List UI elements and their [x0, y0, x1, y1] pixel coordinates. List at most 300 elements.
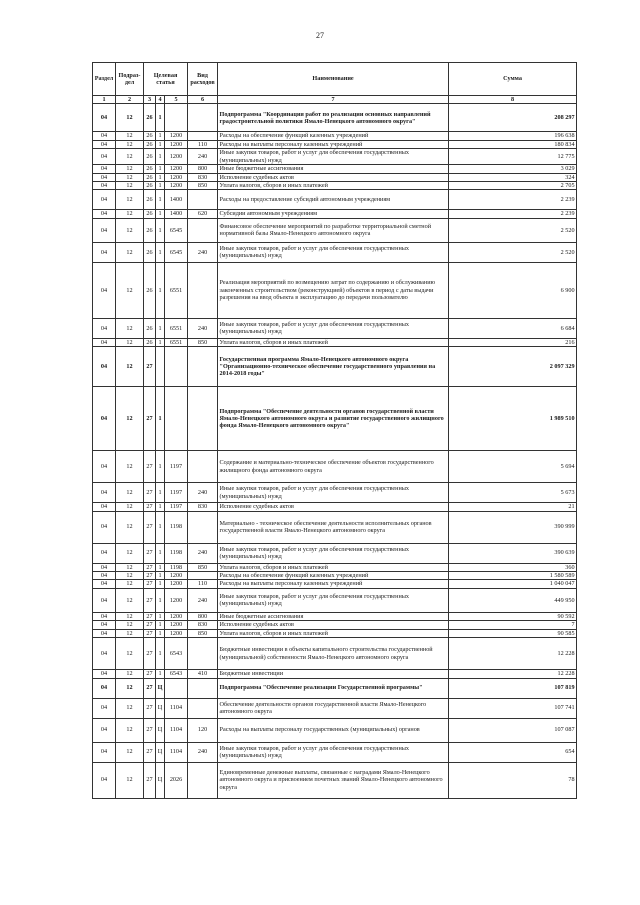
razdel-cell: 04 [93, 621, 116, 629]
amount-cell: 2 520 [449, 242, 577, 262]
expense-type-cell [188, 132, 218, 140]
table-row [93, 718, 577, 742]
razdel-cell: 04 [93, 572, 116, 580]
direction-code-cell: 6551 [165, 338, 188, 346]
subprogram-code-cell: 1 [156, 190, 165, 210]
program-code-cell: 26 [144, 165, 156, 173]
direction-code-cell: 1198 [165, 563, 188, 571]
amount-cell: 12 228 [449, 638, 577, 670]
expense-type-cell: 240 [188, 149, 218, 165]
table-row [93, 165, 577, 173]
table-row [93, 588, 577, 612]
name-cell: Уплата налогов, сборов и иных платежей [218, 629, 449, 637]
razdel-cell: 04 [93, 262, 116, 318]
razdel-cell: 04 [93, 742, 116, 762]
name-cell: Подпрограмма "Координация работ по реализации основных направлений градостроительной политики Ямало-Ненецкого автономного округа" [218, 104, 449, 132]
program-code-cell: 26 [144, 132, 156, 140]
expense-type-cell [188, 262, 218, 318]
table-row [93, 173, 577, 181]
amount-cell: 107 819 [449, 678, 577, 698]
program-code-cell: 27 [144, 483, 156, 503]
expense-type-cell: 800 [188, 165, 218, 173]
amount-cell: 107 741 [449, 698, 577, 718]
subprogram-code-cell: 1 [156, 629, 165, 637]
razdel-cell: 04 [93, 173, 116, 181]
razdel-cell: 04 [93, 503, 116, 511]
razdel-cell: 04 [93, 563, 116, 571]
razdel-cell: 04 [93, 149, 116, 165]
subprogram-code-cell: 1 [156, 182, 165, 190]
direction-code-cell: 1400 [165, 210, 188, 218]
table-row [93, 612, 577, 620]
podrazdel-cell: 12 [116, 318, 144, 338]
expense-type-cell: 120 [188, 718, 218, 742]
razdel-cell: 04 [93, 242, 116, 262]
amount-cell: 360 [449, 563, 577, 571]
amount-cell: 3 029 [449, 165, 577, 173]
podrazdel-cell: 12 [116, 149, 144, 165]
program-code-cell: 27 [144, 563, 156, 571]
expense-type-cell: 850 [188, 629, 218, 637]
podrazdel-cell: 12 [116, 387, 144, 451]
amount-cell: 2 097 329 [449, 347, 577, 387]
podrazdel-cell: 12 [116, 572, 144, 580]
name-cell: Расходы на предоставление субсидий автономным учреждениям [218, 190, 449, 210]
name-cell: Исполнение судебных актов [218, 621, 449, 629]
razdel-cell: 04 [93, 338, 116, 346]
table-row [93, 149, 577, 165]
razdel-cell: 04 [93, 629, 116, 637]
subprogram-code-cell: 1 [156, 638, 165, 670]
podrazdel-cell: 12 [116, 182, 144, 190]
direction-code-cell: 1198 [165, 543, 188, 563]
subprogram-code-cell: Ц [156, 698, 165, 718]
subprogram-code-cell: 1 [156, 338, 165, 346]
program-code-cell: 27 [144, 543, 156, 563]
razdel-cell: 04 [93, 132, 116, 140]
direction-code-cell: 1200 [165, 580, 188, 588]
header-celevaya: Целевая статья [144, 63, 188, 96]
razdel-cell: 04 [93, 580, 116, 588]
subprogram-code-cell: 1 [156, 218, 165, 242]
col-number: 8 [449, 96, 577, 104]
amount-cell: 324 [449, 173, 577, 181]
expense-type-cell [188, 511, 218, 543]
program-code-cell: 27 [144, 742, 156, 762]
program-code-cell: 27 [144, 629, 156, 637]
header-row [93, 63, 577, 96]
amount-cell: 390 999 [449, 511, 577, 543]
razdel-cell: 04 [93, 638, 116, 670]
subprogram-code-cell: Ц [156, 742, 165, 762]
expense-type-cell [188, 638, 218, 670]
name-cell: Иные закупки товаров, работ и услуг для обеспечения государственных (муниципальных) нужд [218, 483, 449, 503]
program-code-cell: 26 [144, 262, 156, 318]
name-cell: Расходы на выплаты персоналу казенных учреждений [218, 580, 449, 588]
subprogram-code-cell: 1 [156, 612, 165, 620]
program-code-cell: 27 [144, 572, 156, 580]
razdel-cell: 04 [93, 511, 116, 543]
subprogram-code-cell: 1 [156, 483, 165, 503]
program-code-cell: 27 [144, 678, 156, 698]
podrazdel-cell: 12 [116, 563, 144, 571]
table-row [93, 104, 577, 132]
name-cell: Иные закупки товаров, работ и услуг для обеспечения государственных (муниципальных) нужд [218, 588, 449, 612]
program-code-cell: 27 [144, 670, 156, 678]
expense-type-cell: 240 [188, 318, 218, 338]
table-row [93, 140, 577, 148]
amount-cell: 2 520 [449, 218, 577, 242]
expense-type-cell: 240 [188, 483, 218, 503]
subprogram-code-cell: Ц [156, 718, 165, 742]
program-code-cell: 26 [144, 210, 156, 218]
col-number: 2 [116, 96, 144, 104]
direction-code-cell: 1197 [165, 451, 188, 483]
table-row [93, 182, 577, 190]
razdel-cell: 04 [93, 140, 116, 148]
program-code-cell: 27 [144, 347, 156, 387]
podrazdel-cell: 12 [116, 347, 144, 387]
table-row [93, 543, 577, 563]
expense-type-cell [188, 218, 218, 242]
podrazdel-cell: 12 [116, 742, 144, 762]
name-cell: Иные бюджетные ассигнования [218, 612, 449, 620]
direction-code-cell: 1198 [165, 511, 188, 543]
subprogram-code-cell: 1 [156, 543, 165, 563]
podrazdel-cell: 12 [116, 670, 144, 678]
amount-cell: 2 239 [449, 190, 577, 210]
col-number: 5 [165, 96, 188, 104]
razdel-cell: 04 [93, 612, 116, 620]
subprogram-code-cell: 1 [156, 621, 165, 629]
program-code-cell: 27 [144, 638, 156, 670]
subprogram-code-cell [156, 347, 165, 387]
expense-type-cell: 240 [188, 742, 218, 762]
table-row [93, 190, 577, 210]
razdel-cell: 04 [93, 387, 116, 451]
podrazdel-cell: 12 [116, 242, 144, 262]
expense-type-cell: 240 [188, 588, 218, 612]
subprogram-code-cell: 1 [156, 165, 165, 173]
direction-code-cell: 1400 [165, 190, 188, 210]
expense-type-cell: 240 [188, 242, 218, 262]
name-cell: Иные закупки товаров, работ и услуг для обеспечения государственных (муниципальных) нужд [218, 318, 449, 338]
expense-type-cell: 850 [188, 338, 218, 346]
direction-code-cell [165, 678, 188, 698]
razdel-cell: 04 [93, 347, 116, 387]
table-row [93, 451, 577, 483]
subprogram-code-cell: 1 [156, 588, 165, 612]
razdel-cell: 04 [93, 762, 116, 798]
table-row [93, 638, 577, 670]
direction-code-cell: 1200 [165, 572, 188, 580]
amount-cell: 12 228 [449, 670, 577, 678]
subprogram-code-cell: 1 [156, 104, 165, 132]
expense-type-cell: 110 [188, 140, 218, 148]
direction-code-cell: 6545 [165, 242, 188, 262]
table-row [93, 580, 577, 588]
amount-cell: 2 705 [449, 182, 577, 190]
subprogram-code-cell: 1 [156, 387, 165, 451]
podrazdel-cell: 12 [116, 483, 144, 503]
razdel-cell: 04 [93, 588, 116, 612]
header-name: Наименование [218, 63, 449, 96]
name-cell: Обеспечение деятельности органов государственной власти Ямало-Ненецкого автономного округа [218, 698, 449, 718]
name-cell: Субсидии автономным учреждениям [218, 210, 449, 218]
podrazdel-cell: 12 [116, 210, 144, 218]
program-code-cell: 27 [144, 762, 156, 798]
direction-code-cell [165, 347, 188, 387]
name-cell: Уплата налогов, сборов и иных платежей [218, 182, 449, 190]
podrazdel-cell: 12 [116, 190, 144, 210]
table-row [93, 318, 577, 338]
table-row [93, 483, 577, 503]
name-cell: Расходы на обеспечение функций казенных учреждений [218, 132, 449, 140]
col-number: 7 [218, 96, 449, 104]
header-vid: Вид расходов [188, 63, 218, 96]
podrazdel-cell: 12 [116, 132, 144, 140]
subprogram-code-cell: 1 [156, 262, 165, 318]
table-row [93, 387, 577, 451]
name-cell: Уплата налогов, сборов и иных платежей [218, 338, 449, 346]
direction-code-cell: 1200 [165, 173, 188, 181]
expense-type-cell [188, 387, 218, 451]
name-cell: Исполнение судебных актов [218, 503, 449, 511]
name-cell: Расходы на выплаты персоналу государственных (муниципальных) органов [218, 718, 449, 742]
table-row [93, 242, 577, 262]
name-cell: Расходы на выплаты персоналу казенных учреждений [218, 140, 449, 148]
page-number: 27 [316, 31, 324, 40]
direction-code-cell: 1104 [165, 742, 188, 762]
name-cell: Бюджетные инвестиции [218, 670, 449, 678]
table-row [93, 621, 577, 629]
direction-code-cell: 6543 [165, 638, 188, 670]
table-row [93, 762, 577, 798]
direction-code-cell: 1200 [165, 165, 188, 173]
podrazdel-cell: 12 [116, 629, 144, 637]
expense-type-cell: 110 [188, 580, 218, 588]
header-summa: Сумма [449, 63, 577, 96]
col-number: 1 [93, 96, 116, 104]
razdel-cell: 04 [93, 678, 116, 698]
subprogram-code-cell: 1 [156, 173, 165, 181]
expense-type-cell [188, 190, 218, 210]
table-body [93, 104, 577, 798]
subprogram-code-cell: 1 [156, 210, 165, 218]
table-row [93, 503, 577, 511]
razdel-cell: 04 [93, 543, 116, 563]
subprogram-code-cell: Ц [156, 762, 165, 798]
expense-type-cell: 620 [188, 210, 218, 218]
program-code-cell: 27 [144, 503, 156, 511]
subprogram-code-cell: 1 [156, 149, 165, 165]
subprogram-code-cell: 1 [156, 451, 165, 483]
budget-table [92, 62, 577, 799]
podrazdel-cell: 12 [116, 503, 144, 511]
amount-cell: 1 989 510 [449, 387, 577, 451]
name-cell: Материально - техническое обеспечение деятельности исполнительных органов государственной власти Ямало-Ненецкого автономного округа [218, 511, 449, 543]
direction-code-cell: 6543 [165, 670, 188, 678]
expense-type-cell: 240 [188, 543, 218, 563]
program-code-cell: 26 [144, 104, 156, 132]
expense-type-cell: 830 [188, 503, 218, 511]
podrazdel-cell: 12 [116, 262, 144, 318]
podrazdel-cell: 12 [116, 638, 144, 670]
podrazdel-cell: 12 [116, 511, 144, 543]
direction-code-cell: 1200 [165, 621, 188, 629]
podrazdel-cell: 12 [116, 104, 144, 132]
amount-cell: 107 087 [449, 718, 577, 742]
razdel-cell: 04 [93, 182, 116, 190]
expense-type-cell: 830 [188, 621, 218, 629]
subprogram-code-cell: 1 [156, 503, 165, 511]
direction-code-cell: 1197 [165, 483, 188, 503]
amount-cell: 78 [449, 762, 577, 798]
razdel-cell: 04 [93, 190, 116, 210]
amount-cell: 6 684 [449, 318, 577, 338]
header-razdel: Раздел [93, 63, 116, 96]
expense-type-cell: 850 [188, 182, 218, 190]
program-code-cell: 26 [144, 149, 156, 165]
razdel-cell: 04 [93, 210, 116, 218]
subprogram-code-cell: 1 [156, 140, 165, 148]
table-row [93, 563, 577, 571]
podrazdel-cell: 12 [116, 451, 144, 483]
subprogram-code-cell: 1 [156, 242, 165, 262]
expense-type-cell [188, 104, 218, 132]
podrazdel-cell: 12 [116, 621, 144, 629]
amount-cell: 390 639 [449, 543, 577, 563]
column-number-row [93, 96, 577, 104]
direction-code-cell: 2026 [165, 762, 188, 798]
name-cell: Иные закупки товаров, работ и услуг для обеспечения государственных (муниципальных) нужд [218, 742, 449, 762]
razdel-cell: 04 [93, 218, 116, 242]
program-code-cell: 26 [144, 218, 156, 242]
name-cell: Иные закупки товаров, работ и услуг для обеспечения государственных (муниципальных) нужд [218, 543, 449, 563]
subprogram-code-cell: 1 [156, 563, 165, 571]
program-code-cell: 27 [144, 718, 156, 742]
direction-code-cell: 1200 [165, 629, 188, 637]
podrazdel-cell: 12 [116, 218, 144, 242]
name-cell: Расходы на обеспечение функций казенных учреждений [218, 572, 449, 580]
amount-cell: 12 775 [449, 149, 577, 165]
name-cell: Бюджетные инвестиции в объекты капитального строительства государственной (муниципальной) собственности Ямало-Ненецкого автономного округа [218, 638, 449, 670]
program-code-cell: 27 [144, 612, 156, 620]
expense-type-cell [188, 347, 218, 387]
direction-code-cell: 1200 [165, 182, 188, 190]
name-cell: Уплата налогов, сборов и иных платежей [218, 563, 449, 571]
direction-code-cell [165, 104, 188, 132]
razdel-cell: 04 [93, 451, 116, 483]
program-code-cell: 27 [144, 580, 156, 588]
razdel-cell: 04 [93, 718, 116, 742]
podrazdel-cell: 12 [116, 580, 144, 588]
name-cell: Иные закупки товаров, работ и услуг для обеспечения государственных (муниципальных) нужд [218, 149, 449, 165]
direction-code-cell: 1197 [165, 503, 188, 511]
direction-code-cell: 1200 [165, 149, 188, 165]
amount-cell: 216 [449, 338, 577, 346]
table-row [93, 210, 577, 218]
table-row [93, 347, 577, 387]
table-row [93, 678, 577, 698]
amount-cell: 90 592 [449, 612, 577, 620]
amount-cell: 90 585 [449, 629, 577, 637]
subprogram-code-cell: 1 [156, 132, 165, 140]
expense-type-cell: 800 [188, 612, 218, 620]
amount-cell: 6 900 [449, 262, 577, 318]
subprogram-code-cell: 1 [156, 670, 165, 678]
direction-code-cell: 1200 [165, 588, 188, 612]
amount-cell: 2 239 [449, 210, 577, 218]
razdel-cell: 04 [93, 483, 116, 503]
expense-type-cell: 830 [188, 173, 218, 181]
program-code-cell: 27 [144, 451, 156, 483]
program-code-cell: 27 [144, 698, 156, 718]
name-cell: Единовременные денежные выплаты, связанные с наградами Ямало-Ненецкого автономного округа и присвоением почетных званий Ямало-Ненецкого автономного округа [218, 762, 449, 798]
name-cell: Содержание и материально-техническое обеспечение объектов государственного жилищного фонда автономного округа [218, 451, 449, 483]
podrazdel-cell: 12 [116, 588, 144, 612]
podrazdel-cell: 12 [116, 173, 144, 181]
amount-cell: 5 694 [449, 451, 577, 483]
name-cell: Подпрограмма "Обеспечение деятельности органов государственной власти Ямало-Ненецкого автономного округа и развитие государственного жилищного фонда Ямало-Ненецкого автономного округа" [218, 387, 449, 451]
table-row [93, 670, 577, 678]
expense-type-cell [188, 572, 218, 580]
razdel-cell: 04 [93, 318, 116, 338]
subprogram-code-cell: 1 [156, 572, 165, 580]
podrazdel-cell: 12 [116, 543, 144, 563]
amount-cell: 449 950 [449, 588, 577, 612]
expense-type-cell: 410 [188, 670, 218, 678]
razdel-cell: 04 [93, 165, 116, 173]
program-code-cell: 26 [144, 318, 156, 338]
amount-cell: 7 [449, 621, 577, 629]
table-row [93, 511, 577, 543]
expense-type-cell [188, 678, 218, 698]
amount-cell: 21 [449, 503, 577, 511]
direction-code-cell: 6545 [165, 218, 188, 242]
program-code-cell: 27 [144, 511, 156, 543]
table-row [93, 742, 577, 762]
razdel-cell: 04 [93, 104, 116, 132]
name-cell: Реализация мероприятий по возмещению затрат по содержанию и обслуживанию законченных строительством (реконструкцией) объектов в период с даты выдачи разрешения на ввод объекта в эксплуатацию до передачи пользователю [218, 262, 449, 318]
name-cell: Подпрограмма "Обеспечение реализации Государственной программы" [218, 678, 449, 698]
program-code-cell: 27 [144, 387, 156, 451]
table-row [93, 629, 577, 637]
direction-code-cell: 1104 [165, 698, 188, 718]
subprogram-code-cell: 1 [156, 318, 165, 338]
program-code-cell: 26 [144, 173, 156, 181]
amount-cell: 1 040 047 [449, 580, 577, 588]
amount-cell: 5 673 [449, 483, 577, 503]
col-number: 4 [156, 96, 165, 104]
expense-type-cell [188, 762, 218, 798]
podrazdel-cell: 12 [116, 140, 144, 148]
table-row [93, 132, 577, 140]
name-cell: Иные закупки товаров, работ и услуг для обеспечения государственных (муниципальных) нужд [218, 242, 449, 262]
direction-code-cell [165, 387, 188, 451]
direction-code-cell: 1200 [165, 612, 188, 620]
name-cell: Иные бюджетные ассигнования [218, 165, 449, 173]
program-code-cell: 26 [144, 140, 156, 148]
amount-cell: 180 834 [449, 140, 577, 148]
table-row [93, 698, 577, 718]
table-row [93, 262, 577, 318]
expense-type-cell [188, 451, 218, 483]
razdel-cell: 04 [93, 670, 116, 678]
direction-code-cell: 1200 [165, 132, 188, 140]
subprogram-code-cell: Ц [156, 678, 165, 698]
program-code-cell: 27 [144, 588, 156, 612]
